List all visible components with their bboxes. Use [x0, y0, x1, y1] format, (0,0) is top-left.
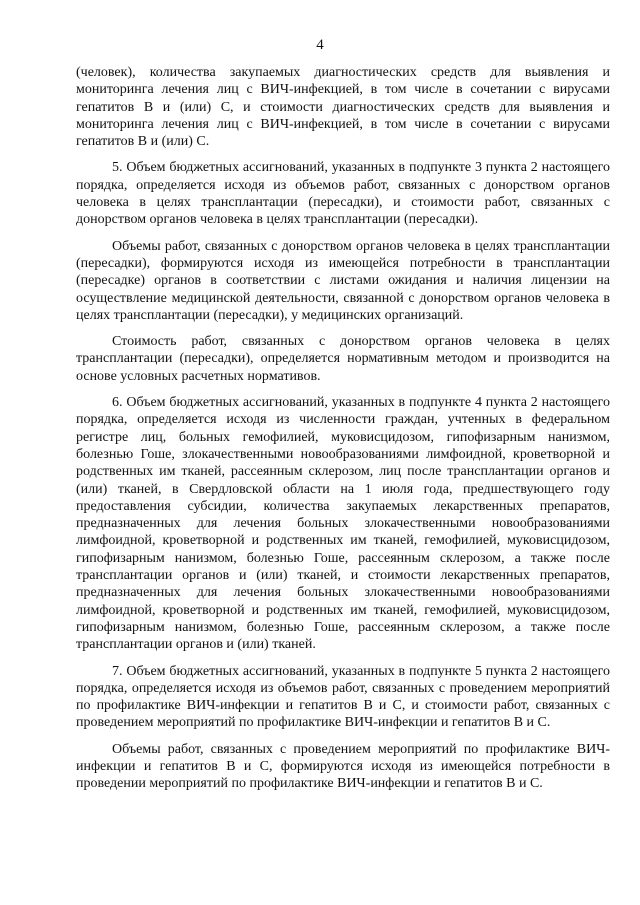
paragraph-transplant-cost: Стоимость работ, связанных с донорством органов человека в целях трансплантации (пересадки), определяется нормативным методом и производится на основе условных расчетных нормативов.: [76, 334, 610, 384]
paragraph-item-5: 5. Объем бюджетных ассигнований, указанных в подпункте 3 пункта 2 настоящего порядка, определяется исходя из объемов работ, связанных с донорством органов человека в целях трансплантации (пересадки), и стоимости работ, связанных с донорством органов человека в целях трансплантации (пересадки).: [76, 160, 610, 228]
paragraph-prevention-volumes: Объемы работ, связанных с проведением мероприятий по профилактике ВИЧ-инфекции и гепатитов В и С, формируются исходя из имеющейся потребности в проведении мероприятий по профилактике ВИЧ-инфекции и гепатитов В и С.: [76, 741, 610, 792]
paragraph-item-7: 7. Объем бюджетных ассигнований, указанных в подпункте 5 пункта 2 настоящего порядка, определяется исходя из объемов работ, связанных с проведением мероприятий по профилактике ВИЧ-инфекции и гепатитов В и С, и стоимости работ, связанных с проведением мероприятий по профилактике ВИЧ-инфекции и гепатитов В и С.: [76, 663, 610, 731]
document-body: [76, 64, 610, 793]
page-number: 4: [316, 37, 324, 53]
paragraph-item-6: 6. Объем бюджетных ассигнований, указанных в подпункте 4 пункта 2 настоящего порядка, определяется исходя из численности граждан, учтенных в федеральном регистре лиц, больных гемофилией, муковисцидозом, гипофизарным нанизмом, болезнью Гоше, злокачественными новообразованиями лимфоидной, кроветворной и родственных им тканей, рассеянным склерозом, лиц после трансплантации органов и (или) тканей, в Свердловской области на 1 июля года, предшествующего году предоставления субсидии, количества закупаемых лекарственных препаратов, предназначенных для лечения больных злокачественными новообразованиями лимфоидной, кроветворной и родственных им тканей, гемофилией, муковисцидозом, гипофизарным нанизмом, болезнью Гоше, рассеянным склерозом, а также после трансплантации органов и (или) тканей, и стоимости лекарственных препаратов, предназначенных для лечения больных злокачественными новообразованиями лимфоидной, кроветворной и родственных им тканей, гемофилией, муковисцидозом, гипофизарным нанизмом, болезнью Гоше, рассеянным склерозом, а также после трансплантации органов и (или) тканей.: [76, 395, 610, 653]
paragraph-continuation: (человек), количества закупаемых диагностических средств для выявления и мониторинга лечения лиц с ВИЧ-инфекцией, в том числе в сочетании с вирусами гепатитов В и (или) С, и стоимости диагностических средств для выявления и мониторинга лечения лиц с ВИЧ-инфекцией, в том числе в сочетании с вирусами гепатитов В и (или) С.: [76, 65, 610, 150]
paragraph-transplant-volumes: Объемы работ, связанных с донорством органов человека в целях трансплантации (пересадки), формируются исходя из имеющейся потребности в трансплантации (пересадке) органов в соответствии с листами ожидания и наличия лицензии на осуществление медицинской деятельности, связанной с донорством органов человека в целях трансплантации (пересадки), у медицинских организаций.: [76, 238, 610, 323]
